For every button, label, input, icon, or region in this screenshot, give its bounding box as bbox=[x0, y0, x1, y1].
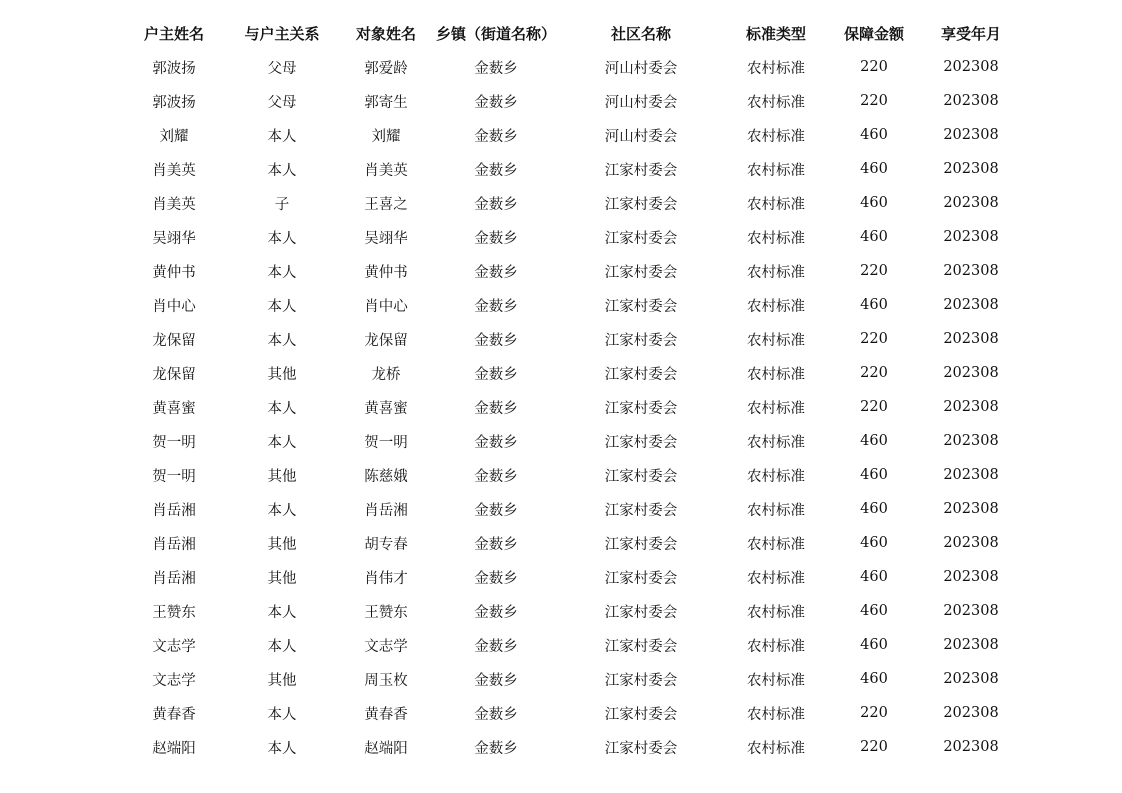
column-header-community-name: 社区名称 bbox=[610, 24, 671, 43]
cell-standard-type: 农村标准 bbox=[747, 638, 805, 655]
cell-benefit-amount: 460 bbox=[860, 671, 888, 687]
beneficiary-table bbox=[120, 16, 1020, 764]
cell-standard-type: 农村标准 bbox=[747, 502, 805, 519]
table-body bbox=[120, 50, 1020, 764]
cell-benefit-month: 202308 bbox=[943, 501, 999, 517]
cell-standard-type: 农村标准 bbox=[747, 162, 805, 179]
cell-community-name: 江家村委会 bbox=[604, 332, 678, 349]
cell-benefit-amount: 220 bbox=[860, 59, 888, 75]
cell-benefit-month: 202308 bbox=[943, 229, 999, 245]
cell-benefit-month: 202308 bbox=[943, 671, 999, 687]
cell-relation-to-householder: 父母 bbox=[267, 60, 297, 77]
cell-standard-type: 农村标准 bbox=[747, 264, 805, 281]
cell-benefit-amount: 460 bbox=[860, 467, 888, 483]
column-header-benefit-month: 享受年月 bbox=[940, 24, 1001, 43]
cell-householder-name: 龙保留 bbox=[152, 332, 196, 349]
cell-benefit-amount: 460 bbox=[860, 501, 888, 517]
cell-benefit-month: 202308 bbox=[943, 603, 999, 619]
table-row bbox=[120, 152, 1020, 186]
cell-community-name: 江家村委会 bbox=[604, 400, 678, 417]
cell-householder-name: 贺一明 bbox=[152, 468, 196, 485]
cell-community-name: 江家村委会 bbox=[604, 434, 678, 451]
table-row bbox=[120, 84, 1020, 118]
cell-householder-name: 赵端阳 bbox=[152, 740, 196, 757]
cell-subject-name: 陈慈娥 bbox=[364, 468, 408, 485]
cell-benefit-month: 202308 bbox=[943, 59, 999, 75]
cell-benefit-month: 202308 bbox=[943, 467, 999, 483]
cell-subject-name: 黄仲书 bbox=[364, 264, 408, 281]
cell-standard-type: 农村标准 bbox=[747, 434, 805, 451]
cell-householder-name: 黄春香 bbox=[152, 706, 196, 723]
cell-householder-name: 刘耀 bbox=[159, 128, 189, 145]
cell-relation-to-householder: 本人 bbox=[267, 740, 297, 757]
cell-township: 金薮乡 bbox=[474, 196, 518, 213]
cell-township: 金薮乡 bbox=[474, 264, 518, 281]
table-row bbox=[120, 424, 1020, 458]
table-row bbox=[120, 356, 1020, 390]
cell-community-name: 江家村委会 bbox=[604, 468, 678, 485]
cell-benefit-amount: 220 bbox=[860, 263, 888, 279]
cell-relation-to-householder: 本人 bbox=[267, 230, 297, 247]
table-row bbox=[120, 322, 1020, 356]
table-row bbox=[120, 662, 1020, 696]
cell-township: 金薮乡 bbox=[474, 536, 518, 553]
cell-relation-to-householder: 其他 bbox=[267, 468, 297, 485]
cell-relation-to-householder: 其他 bbox=[267, 536, 297, 553]
cell-householder-name: 肖中心 bbox=[152, 298, 196, 315]
cell-benefit-month: 202308 bbox=[943, 569, 999, 585]
cell-community-name: 江家村委会 bbox=[604, 162, 678, 179]
cell-subject-name: 胡专春 bbox=[364, 536, 408, 553]
cell-relation-to-householder: 本人 bbox=[267, 434, 297, 451]
cell-township: 金薮乡 bbox=[474, 128, 518, 145]
table-row bbox=[120, 50, 1020, 84]
cell-standard-type: 农村标准 bbox=[747, 706, 805, 723]
cell-householder-name: 贺一明 bbox=[152, 434, 196, 451]
cell-subject-name: 郭爱龄 bbox=[364, 60, 408, 77]
cell-relation-to-householder: 本人 bbox=[267, 706, 297, 723]
cell-relation-to-householder: 本人 bbox=[267, 502, 297, 519]
cell-subject-name: 刘耀 bbox=[371, 128, 401, 145]
cell-relation-to-householder: 本人 bbox=[267, 604, 297, 621]
cell-township: 金薮乡 bbox=[474, 570, 518, 587]
cell-standard-type: 农村标准 bbox=[747, 332, 805, 349]
cell-benefit-month: 202308 bbox=[943, 93, 999, 109]
cell-benefit-amount: 220 bbox=[860, 399, 888, 415]
cell-benefit-month: 202308 bbox=[943, 365, 999, 381]
table-row bbox=[120, 186, 1020, 220]
table-row bbox=[120, 390, 1020, 424]
column-header-township: 乡镇（街道名称） bbox=[436, 24, 557, 43]
cell-benefit-month: 202308 bbox=[943, 127, 999, 143]
cell-benefit-month: 202308 bbox=[943, 297, 999, 313]
cell-benefit-month: 202308 bbox=[943, 399, 999, 415]
cell-householder-name: 郭波扬 bbox=[152, 60, 196, 77]
cell-benefit-month: 202308 bbox=[943, 535, 999, 551]
cell-benefit-month: 202308 bbox=[943, 331, 999, 347]
cell-benefit-amount: 220 bbox=[860, 93, 888, 109]
cell-community-name: 江家村委会 bbox=[604, 706, 678, 723]
cell-township: 金薮乡 bbox=[474, 400, 518, 417]
cell-benefit-amount: 460 bbox=[860, 161, 888, 177]
cell-benefit-amount: 460 bbox=[860, 195, 888, 211]
cell-community-name: 江家村委会 bbox=[604, 536, 678, 553]
cell-benefit-amount: 220 bbox=[860, 705, 888, 721]
table-row bbox=[120, 560, 1020, 594]
cell-township: 金薮乡 bbox=[474, 332, 518, 349]
cell-relation-to-householder: 父母 bbox=[267, 94, 297, 111]
cell-relation-to-householder: 其他 bbox=[267, 672, 297, 689]
cell-community-name: 江家村委会 bbox=[604, 672, 678, 689]
cell-householder-name: 文志学 bbox=[152, 672, 196, 689]
cell-community-name: 河山村委会 bbox=[604, 128, 678, 145]
cell-benefit-amount: 460 bbox=[860, 603, 888, 619]
cell-township: 金薮乡 bbox=[474, 162, 518, 179]
cell-householder-name: 文志学 bbox=[152, 638, 196, 655]
cell-community-name: 江家村委会 bbox=[604, 196, 678, 213]
cell-benefit-amount: 460 bbox=[860, 297, 888, 313]
cell-community-name: 江家村委会 bbox=[604, 366, 678, 383]
cell-township: 金薮乡 bbox=[474, 706, 518, 723]
table-row bbox=[120, 458, 1020, 492]
cell-subject-name: 龙桥 bbox=[371, 366, 401, 383]
cell-relation-to-householder: 本人 bbox=[267, 298, 297, 315]
table-row bbox=[120, 492, 1020, 526]
column-header-relation-to-householder: 与户主关系 bbox=[244, 24, 320, 43]
cell-relation-to-householder: 子 bbox=[274, 196, 290, 213]
cell-benefit-month: 202308 bbox=[943, 263, 999, 279]
cell-subject-name: 肖伟才 bbox=[364, 570, 408, 587]
table-row bbox=[120, 288, 1020, 322]
cell-householder-name: 肖岳湘 bbox=[152, 502, 196, 519]
cell-standard-type: 农村标准 bbox=[747, 128, 805, 145]
table-row bbox=[120, 220, 1020, 254]
cell-benefit-amount: 460 bbox=[860, 569, 888, 585]
cell-community-name: 江家村委会 bbox=[604, 604, 678, 621]
cell-standard-type: 农村标准 bbox=[747, 60, 805, 77]
cell-community-name: 江家村委会 bbox=[604, 502, 678, 519]
cell-township: 金薮乡 bbox=[474, 230, 518, 247]
cell-householder-name: 王赞东 bbox=[152, 604, 196, 621]
cell-standard-type: 农村标准 bbox=[747, 196, 805, 213]
cell-relation-to-householder: 其他 bbox=[267, 366, 297, 383]
cell-township: 金薮乡 bbox=[474, 468, 518, 485]
cell-standard-type: 农村标准 bbox=[747, 468, 805, 485]
cell-standard-type: 农村标准 bbox=[747, 94, 805, 111]
cell-subject-name: 赵端阳 bbox=[364, 740, 408, 757]
cell-subject-name: 黄春香 bbox=[364, 706, 408, 723]
cell-benefit-month: 202308 bbox=[943, 637, 999, 653]
column-header-householder-name: 户主姓名 bbox=[143, 24, 204, 43]
table-row bbox=[120, 628, 1020, 662]
cell-relation-to-householder: 本人 bbox=[267, 264, 297, 281]
table-row bbox=[120, 118, 1020, 152]
cell-relation-to-householder: 本人 bbox=[267, 128, 297, 145]
cell-subject-name: 王喜之 bbox=[364, 196, 408, 213]
cell-householder-name: 肖美英 bbox=[152, 196, 196, 213]
cell-subject-name: 王赞东 bbox=[364, 604, 408, 621]
table-header bbox=[120, 16, 1020, 50]
cell-householder-name: 吴翊华 bbox=[152, 230, 196, 247]
cell-township: 金薮乡 bbox=[474, 60, 518, 77]
cell-subject-name: 肖美英 bbox=[364, 162, 408, 179]
cell-township: 金薮乡 bbox=[474, 672, 518, 689]
cell-township: 金薮乡 bbox=[474, 638, 518, 655]
cell-community-name: 江家村委会 bbox=[604, 740, 678, 757]
cell-township: 金薮乡 bbox=[474, 434, 518, 451]
cell-benefit-amount: 460 bbox=[860, 229, 888, 245]
cell-subject-name: 龙保留 bbox=[364, 332, 408, 349]
cell-relation-to-householder: 本人 bbox=[267, 162, 297, 179]
cell-community-name: 江家村委会 bbox=[604, 570, 678, 587]
cell-community-name: 河山村委会 bbox=[604, 94, 678, 111]
cell-standard-type: 农村标准 bbox=[747, 740, 805, 757]
cell-township: 金薮乡 bbox=[474, 366, 518, 383]
column-header-benefit-amount: 保障金额 bbox=[843, 24, 904, 43]
column-header-subject-name: 对象姓名 bbox=[355, 24, 416, 43]
cell-householder-name: 肖美英 bbox=[152, 162, 196, 179]
cell-benefit-month: 202308 bbox=[943, 161, 999, 177]
cell-relation-to-householder: 本人 bbox=[267, 400, 297, 417]
cell-standard-type: 农村标准 bbox=[747, 230, 805, 247]
cell-householder-name: 郭波扬 bbox=[152, 94, 196, 111]
cell-householder-name: 肖岳湘 bbox=[152, 536, 196, 553]
cell-householder-name: 肖岳湘 bbox=[152, 570, 196, 587]
table-row bbox=[120, 526, 1020, 560]
cell-householder-name: 龙保留 bbox=[152, 366, 196, 383]
header-row bbox=[120, 16, 1020, 50]
cell-township: 金薮乡 bbox=[474, 604, 518, 621]
cell-relation-to-householder: 其他 bbox=[267, 570, 297, 587]
cell-community-name: 江家村委会 bbox=[604, 298, 678, 315]
cell-standard-type: 农村标准 bbox=[747, 536, 805, 553]
cell-standard-type: 农村标准 bbox=[747, 570, 805, 587]
cell-benefit-amount: 220 bbox=[860, 365, 888, 381]
cell-subject-name: 郭寄生 bbox=[364, 94, 408, 111]
table-row bbox=[120, 594, 1020, 628]
cell-township: 金薮乡 bbox=[474, 740, 518, 757]
cell-benefit-amount: 460 bbox=[860, 433, 888, 449]
cell-township: 金薮乡 bbox=[474, 298, 518, 315]
cell-standard-type: 农村标准 bbox=[747, 604, 805, 621]
cell-subject-name: 贺一明 bbox=[364, 434, 408, 451]
cell-benefit-amount: 220 bbox=[860, 331, 888, 347]
cell-community-name: 江家村委会 bbox=[604, 230, 678, 247]
column-header-standard-type: 标准类型 bbox=[745, 24, 806, 43]
cell-benefit-amount: 460 bbox=[860, 127, 888, 143]
cell-benefit-month: 202308 bbox=[943, 739, 999, 755]
cell-relation-to-householder: 本人 bbox=[267, 638, 297, 655]
cell-subject-name: 肖中心 bbox=[364, 298, 408, 315]
table-row bbox=[120, 730, 1020, 764]
cell-householder-name: 黄仲书 bbox=[152, 264, 196, 281]
cell-benefit-month: 202308 bbox=[943, 433, 999, 449]
cell-subject-name: 文志学 bbox=[364, 638, 408, 655]
cell-standard-type: 农村标准 bbox=[747, 672, 805, 689]
table-row bbox=[120, 696, 1020, 730]
cell-benefit-amount: 460 bbox=[860, 637, 888, 653]
cell-benefit-month: 202308 bbox=[943, 195, 999, 211]
cell-subject-name: 黄喜蜜 bbox=[364, 400, 408, 417]
cell-community-name: 河山村委会 bbox=[604, 60, 678, 77]
cell-township: 金薮乡 bbox=[474, 502, 518, 519]
cell-benefit-month: 202308 bbox=[943, 705, 999, 721]
cell-subject-name: 吴翊华 bbox=[364, 230, 408, 247]
cell-standard-type: 农村标准 bbox=[747, 366, 805, 383]
cell-community-name: 江家村委会 bbox=[604, 264, 678, 281]
cell-subject-name: 周玉枚 bbox=[364, 672, 408, 689]
cell-benefit-amount: 460 bbox=[860, 535, 888, 551]
table-row bbox=[120, 254, 1020, 288]
cell-benefit-amount: 220 bbox=[860, 739, 888, 755]
cell-township: 金薮乡 bbox=[474, 94, 518, 111]
cell-householder-name: 黄喜蜜 bbox=[152, 400, 196, 417]
cell-relation-to-householder: 本人 bbox=[267, 332, 297, 349]
cell-standard-type: 农村标准 bbox=[747, 400, 805, 417]
cell-community-name: 江家村委会 bbox=[604, 638, 678, 655]
cell-subject-name: 肖岳湘 bbox=[364, 502, 408, 519]
cell-standard-type: 农村标准 bbox=[747, 298, 805, 315]
